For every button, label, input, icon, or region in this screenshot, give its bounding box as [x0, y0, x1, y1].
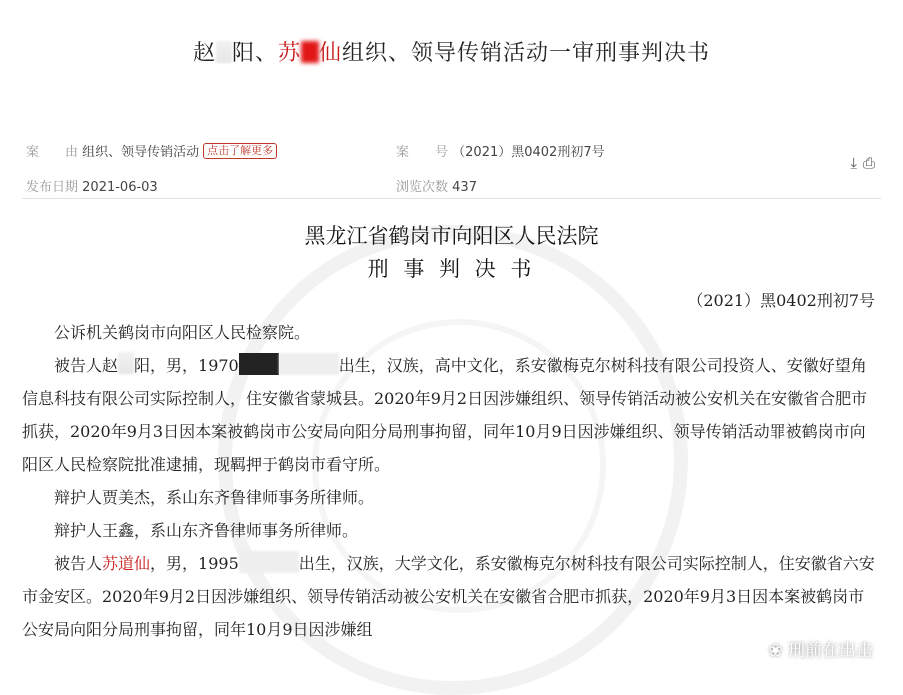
page-title	[0, 36, 903, 67]
redaction-blur	[118, 352, 134, 374]
title-surname-2: 苏	[277, 41, 301, 66]
redaction-blur	[216, 41, 232, 63]
redaction-blur-red	[301, 41, 319, 63]
title-name-2-end: 仙	[319, 41, 343, 66]
wechat-watermark: ❀ 刑前在出击	[768, 641, 873, 661]
toolbar-icons	[844, 154, 875, 172]
title-rest: 组织、领导传销活动一审刑事判决书	[342, 41, 711, 66]
divider	[22, 198, 881, 199]
meta-number	[396, 141, 605, 160]
meta-cause	[26, 141, 277, 160]
defendant-1-gender-year: 阳，男，1970	[134, 356, 239, 375]
download-icon[interactable]: ⤓	[850, 154, 857, 172]
defendant-2-prefix: 被告人	[54, 554, 103, 573]
print-icon[interactable]: ⎙	[862, 154, 875, 172]
views-label: 浏览次数	[396, 180, 449, 195]
case-number: （2021）黑0402刑初7号	[687, 291, 875, 310]
document-type: 刑 事 判 决 书	[367, 257, 536, 281]
defendant-1-prefix: 被告人赵	[54, 356, 119, 375]
defendant-2-gender-year: ，男，1995	[150, 554, 239, 573]
paragraph-prosecutor: 公诉机关鹤岗市向阳区人民检察院。	[54, 323, 311, 342]
meta-date	[26, 176, 158, 195]
paragraph-defendant-2	[22, 547, 880, 646]
watermark-text: 刑前在出击	[788, 641, 873, 661]
redaction-light-box	[239, 551, 299, 573]
redaction-black-box	[239, 353, 279, 375]
defendant-2-name: 苏道仙	[102, 554, 151, 573]
paragraph-defender-1: 辩护人贾美杰，系山东齐鲁律师事务所律师。	[54, 488, 375, 507]
title-name-1-end: 阳、	[231, 41, 278, 66]
title-surname-1: 赵	[192, 41, 216, 66]
court-name: 黑龙江省鹤岗市向阳区人民法院	[304, 224, 599, 248]
paragraph-defendant-1	[22, 349, 880, 481]
learn-more-button[interactable]: 点击了解更多	[203, 143, 277, 159]
redaction-light-box	[279, 353, 339, 375]
date-label: 发布日期	[26, 180, 79, 195]
meta-views	[396, 176, 477, 195]
defendant-1-details: 出生，汉族，高中文化，系安徽梅克尔树科技有限公司投资人、安徽好望角信息科技有限公司实际控制人，住安徽省蒙城县。2020年9月2日因涉嫌组织、领导传销活动被公安机关在安徽省合肥市抓获，2020年9月3日因本案被鹤岗市公安局向阳分局刑事拘留，同年10月9日因涉嫌组织、领导传销活动罪被鹤岗市向阳区人民检察院批准逮捕，现羁押于鹤岗市看守所。	[22, 356, 868, 474]
date-value: 2021-06-03	[82, 180, 158, 195]
number-label: 案 号	[396, 145, 449, 160]
cause-label: 案 由	[26, 145, 79, 160]
judgment-body	[22, 316, 880, 646]
defendant-2-details: 出生，汉族，大学文化，系安徽梅克尔树科技有限公司实际控制人，住安徽省六安市金安区。2020年9月2日因涉嫌组织、领导传销活动被公安机关在安徽省合肥市抓获，2020年9月3日因本案被鹤岗市公安局向阳分局刑事拘留，同年10月9日因涉嫌组	[22, 554, 875, 639]
views-value: 437	[452, 180, 477, 195]
number-value: （2021）黑0402刑初7号	[452, 145, 605, 160]
cause-value: 组织、领导传销活动	[82, 145, 200, 160]
paragraph-defender-2: 辩护人王鑫，系山东齐鲁律师事务所律师。	[54, 521, 359, 540]
